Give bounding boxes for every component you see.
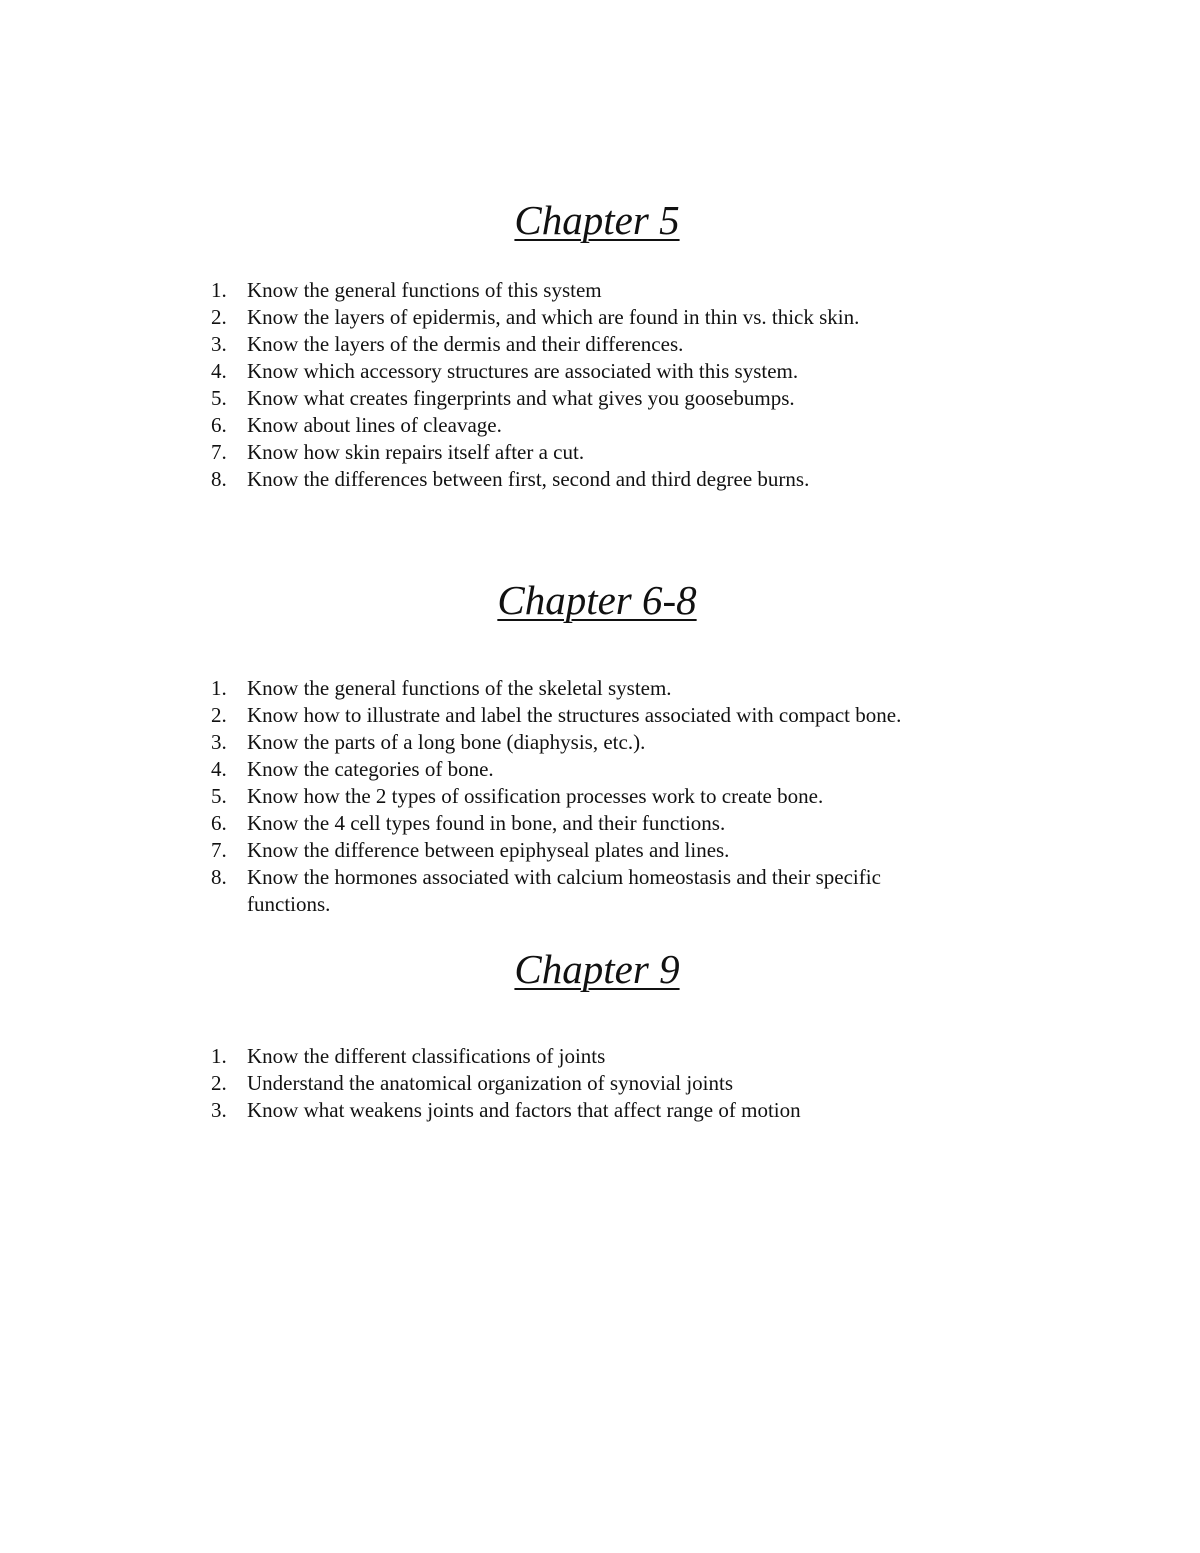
item-number: 7. — [211, 838, 227, 862]
item-text: Know the 4 cell types found in bone, and their functions. — [247, 811, 726, 835]
item-text: Know the categories of bone. — [247, 757, 494, 781]
item-text: Know the general functions of this system — [247, 278, 602, 302]
item-text: Know the layers of epidermis, and which are found in thin vs. thick skin. — [247, 305, 860, 329]
item-text: Know how skin repairs itself after a cut. — [247, 440, 585, 464]
item-text: Know the differences between first, second and third degree burns. — [247, 467, 810, 491]
item-number: 2. — [211, 1071, 227, 1095]
chapter-5-section — [0, 196, 1200, 491]
item-number: 3. — [211, 1098, 227, 1122]
item-text: Know what creates fingerprints and what gives you goosebumps. — [247, 386, 795, 410]
item-number: 1. — [211, 676, 227, 700]
item-number: 4. — [211, 359, 227, 383]
chapter-title: Chapter 6-8 — [497, 577, 697, 623]
item-number: 6. — [211, 413, 227, 437]
item-number: 3. — [211, 730, 227, 754]
item-text: Know the different classifications of joints — [247, 1044, 606, 1068]
item-number: 6. — [211, 811, 227, 835]
item-number: 3. — [211, 332, 227, 356]
item-text: Know about lines of cleavage. — [247, 413, 502, 437]
item-number: 5. — [211, 784, 227, 808]
item-number: 8. — [211, 467, 227, 491]
item-number: 2. — [211, 703, 227, 727]
chapter-6-8-section — [0, 576, 1200, 916]
item-number: 1. — [211, 1044, 227, 1068]
item-text: Know the hormones associated with calcium homeostasis and their specific functions. — [247, 865, 881, 916]
item-number: 4. — [211, 757, 227, 781]
chapter-title: Chapter 5 — [514, 197, 680, 243]
item-text: Know how the 2 types of ossification processes work to create bone. — [247, 784, 824, 808]
item-text: Know the general functions of the skeletal system. — [247, 676, 672, 700]
item-text: Know the difference between epiphyseal plates and lines. — [247, 838, 730, 862]
item-number: 5. — [211, 386, 227, 410]
item-number: 1. — [211, 278, 227, 302]
item-number: 8. — [211, 865, 227, 889]
item-text: Know which accessory structures are associated with this system. — [247, 359, 799, 383]
item-text: Understand the anatomical organization of synovial joints — [247, 1071, 733, 1095]
item-text: Know the parts of a long bone (diaphysis, etc.). — [247, 730, 646, 754]
item-number: 7. — [211, 440, 227, 464]
item-number: 2. — [211, 305, 227, 329]
chapter-9-section — [0, 945, 1200, 1122]
item-text: Know what weakens joints and factors that affect range of motion — [247, 1098, 801, 1122]
item-text: Know how to illustrate and label the structures associated with compact bone. — [247, 703, 902, 727]
item-text: Know the layers of the dermis and their differences. — [247, 332, 684, 356]
chapter-title: Chapter 9 — [514, 946, 680, 992]
